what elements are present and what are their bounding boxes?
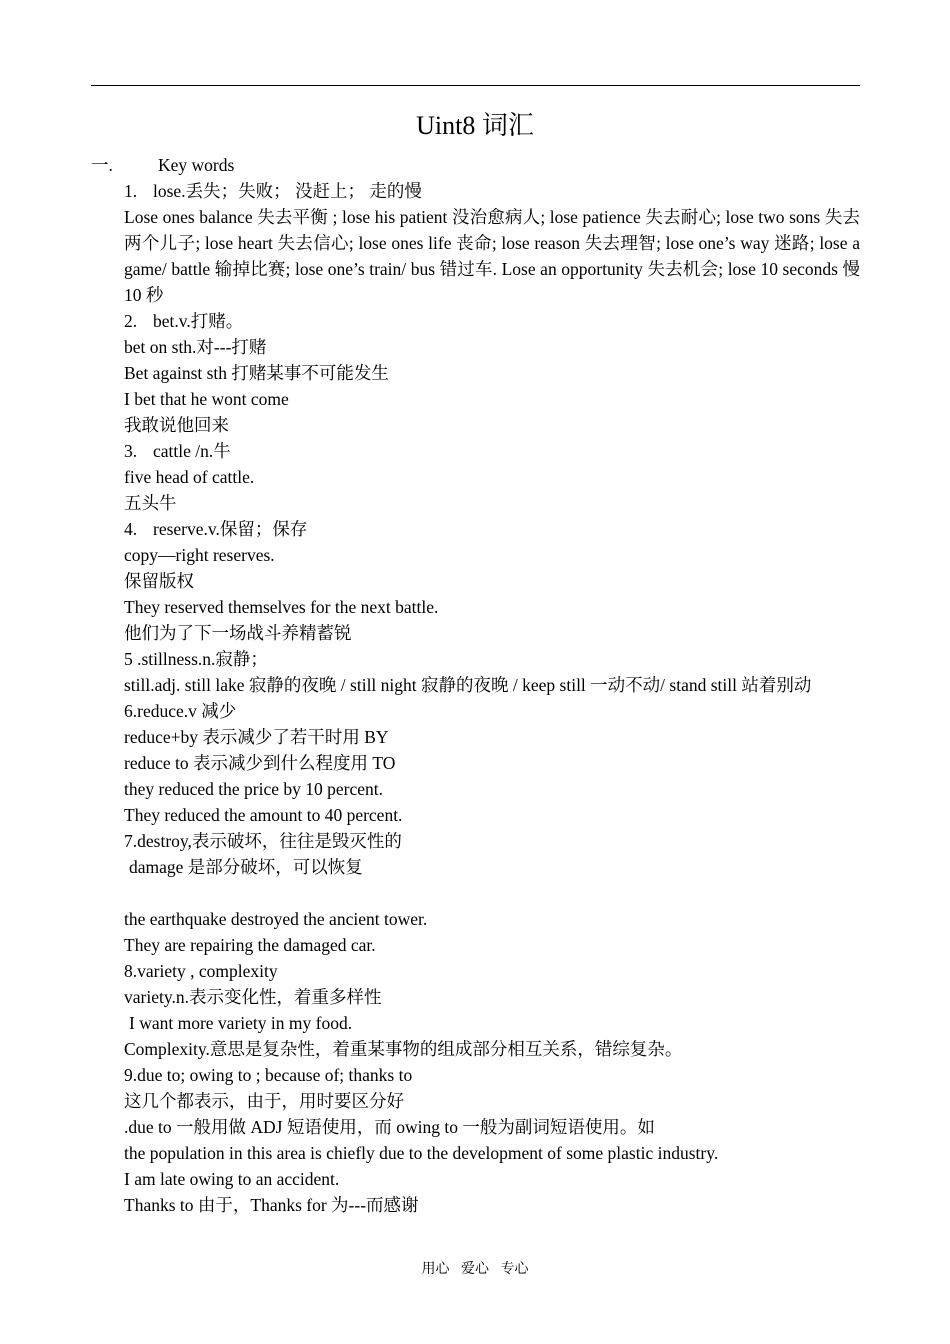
line-text: They reserved themselves for the next battle. [124,597,439,617]
text-line [124,308,860,334]
line-text: 他们为了下一场战斗养精蓄锐 [124,623,352,643]
text-line [124,776,860,802]
text-line [124,984,860,1010]
text-line [124,906,860,932]
line-text: I am late owing to an accident. [124,1169,340,1189]
line-text: reduce to 表示减少到什么程度用 TO [124,753,396,773]
line-text: 7.destroy,表示破坏，往往是毁灭性的 [124,831,402,851]
text-line [124,594,860,620]
text-line [124,750,860,776]
line-text: I bet that he wont come [124,389,289,409]
text-line [124,802,860,828]
page-title: Uint8 词汇 [416,111,534,140]
text-line [124,412,860,438]
text-line [124,1036,860,1062]
text-line [124,490,860,516]
section-number: 一. [91,155,113,175]
line-text: 这几个都表示，由于，用时要区分好 [124,1091,404,1111]
text-line [124,932,860,958]
line-text: 五头牛 [124,493,177,513]
line-text: five head of cattle. [124,467,255,487]
line-text: They are repairing the damaged car. [124,935,376,955]
line-text: variety.n.表示变化性，着重多样性 [124,987,382,1007]
text-line [124,438,860,464]
text-line [124,334,860,360]
text-line [124,1088,860,1114]
text-line [124,464,860,490]
text-line [124,178,860,204]
text-line [124,360,860,386]
line-text: bet on sth.对---打赌 [124,337,267,357]
line-text: 保留版权 [124,571,194,591]
text-line [124,204,860,308]
text-line [124,568,860,594]
text-line [124,672,860,698]
text-line [124,958,860,984]
line-text: 8.variety , complexity [124,961,278,981]
vocabulary-body [124,178,860,1218]
line-text: bet.v.打赌。 [153,311,244,331]
text-line [124,1192,860,1218]
line-text: reduce+by 表示减少了若干时用 BY [124,727,389,747]
line-text: I want more variety in my food. [129,1013,353,1033]
page-footer: 用心 爱心 专心 [421,1262,529,1277]
item-number: 1. [124,181,138,201]
line-text: 我敢说他回来 [124,415,229,435]
text-line [124,1140,860,1166]
text-line [124,1062,860,1088]
line-text: Thanks to 由于，Thanks for 为---而感谢 [124,1195,419,1215]
line-text: the population in this area is chiefly due to the development of some plastic industry. [124,1143,719,1163]
text-line [124,620,860,646]
line-text: still.adj. still lake 寂静的夜晚 / still night 寂静的夜晚 / keep still 一动不动/ stand still 站着别动 [124,675,812,695]
text-line [124,1166,860,1192]
text-line [124,854,860,880]
line-text: Bet against sth 打赌某事不可能发生 [124,363,389,383]
item-number: 3. [124,441,138,461]
item-number: 4. [124,519,138,539]
line-text: 6.reduce.v 减少 [124,701,237,721]
header-rule [91,85,860,86]
text-line [124,698,860,724]
line-text: damage 是部分破坏，可以恢复 [129,857,363,877]
item-number: 2. [124,311,138,331]
line-text: copy—right reserves. [124,545,275,565]
text-line [124,724,860,750]
line-text: cattle /n.牛 [153,441,231,461]
line-text: Lose ones balance 失去平衡 ; lose his patient 没治愈病人; lose patience 失去耐心; lose two sons 失去两个儿子; lose heart 失去信心; lose ones life 丧命; lose reason 失去理智; lose one’s way 迷路; lose a game/ battle 输掉比赛; lose one’s train/ bus 错过车. Lose an opportunity 失去机会; lose 10 seconds 慢 10 秒 [124,207,860,305]
text-line [124,386,860,412]
text-line [124,1114,860,1140]
line-text: lose.丢失；失败； 没赶上； 走的慢 [153,181,422,201]
line-text: .due to 一般用做 ADJ 短语使用，而 owing to 一般为副词短语使用。如 [124,1117,655,1137]
section-heading: Key words [158,155,235,175]
text-line [124,542,860,568]
line-text: 5 .stillness.n.寂静； [124,649,268,669]
line-text: they reduced the price by 10 percent. [124,779,383,799]
line-text: 9.due to; owing to ; because of; thanks to [124,1065,413,1085]
line-text: They reduced the amount to 40 percent. [124,805,403,825]
text-line [124,516,860,542]
line-text: Complexity.意思是复杂性，着重某事物的组成部分相互关系，错综复杂。 [124,1039,683,1059]
text-line [124,1010,860,1036]
line-text: the earthquake destroyed the ancient tower. [124,909,428,929]
text-line [124,880,860,906]
line-text: reserve.v.保留；保存 [153,519,308,539]
text-line [124,828,860,854]
text-line [124,646,860,672]
